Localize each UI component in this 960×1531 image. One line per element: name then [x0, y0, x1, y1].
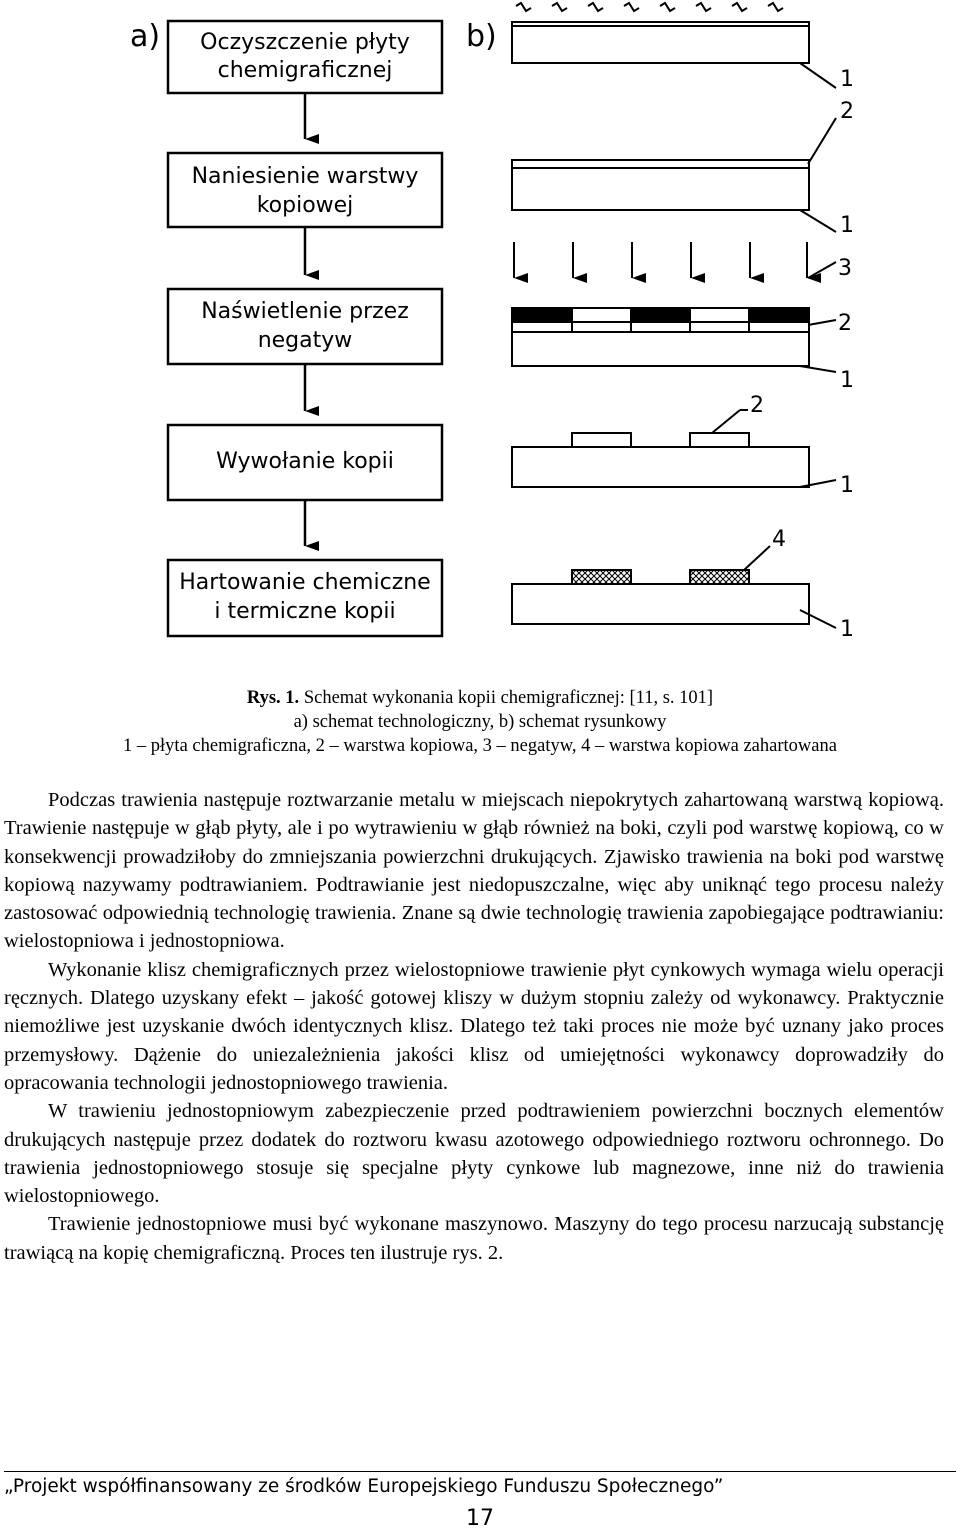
step-5-line-1: Hartowanie chemiczne: [179, 570, 431, 595]
num-1-stage-2: 1: [840, 213, 854, 238]
step-1-line-1: Oczyszczenie płyty: [200, 30, 410, 55]
paragraph-2: Wykonanie klisz chemigraficznych przez wielostopniowe trawienie płyt cynkowych wymaga wielu operacji ręcznych. Dlatego uzyskany efekt – jakość gotowej kliszy w dużym stopniu zależy od wykonawcy. Praktycznie niemożliwe jest uzyskanie dwóch identycznych klisz. Dlatego też taki proces nie może być uznany jako proces przemysłowy. Dążenie do uniezależnienia jakości klisz od umiejętności wykonawcy doprowadziły do opracowania technologii jednostopniowego trawienia.: [4, 958, 944, 1094]
process-figure: [0, 0, 960, 680]
num-4-stage-5: 4: [772, 527, 786, 552]
stage-4-plate: [512, 410, 836, 487]
stage-3-plate: [512, 308, 836, 372]
stage-1-plate: [512, 22, 836, 88]
step-2-line-2: kopiowej: [256, 193, 354, 218]
step-3-line-1: Naświetlenie przez: [201, 299, 409, 324]
caption-title: Schemat wykonania kopii chemigraficznej: [11, s. 101]: [303, 688, 714, 708]
num-2-stage-4: 2: [750, 393, 764, 418]
step-3-line-2: negatyw: [257, 328, 353, 353]
num-2-stage-3: 2: [838, 311, 852, 336]
caption-line-1: [0, 686, 960, 710]
page-number: 17: [466, 1506, 494, 1531]
num-2-stage-2: 2: [840, 99, 854, 124]
paragraph-4: Trawienie jednostopniowe musi być wykonane maszynowo. Maszyny do tego procesu narzucają substancję trawiącą na kopię chemigraficzną. Proces ten ilustruje rys. 2.: [4, 1213, 944, 1264]
panel-b-label: b): [466, 19, 497, 54]
num-1-stage-1: 1: [840, 67, 854, 92]
paragraph-1: Podczas trawienia następuje roztwarzanie metalu w miejscach niepokrytych zahartowaną warstwą kopiową. Trawienie następuje w głąb płyty, ale i po wytrawieniu w głąb również na boki, czyli pod warstwę kopiową, co w konsekwencji prowadziłoby do zmniejszania powierzchni drukujących. Zjawisko trawienia na boki pod warstwę kopiową nazywamy podtrawianiem. Podtrawianie jest niedopuszczalne, więc aby uniknąć tego procesu należy zastosować odpowiednią technologię trawienia. Znane są dwie technologię trawienia zapobiegające podtrawianiu: wielostopniowa i jednostopniowa.: [4, 789, 944, 953]
footer-text: „Projekt współfinansowany ze środków Europejskiego Funduszu Społecznego”: [4, 1476, 724, 1497]
num-3-stage-3: 3: [838, 256, 852, 281]
step-2-line-1: Naniesienie warstwy: [191, 164, 419, 189]
caption-line-2: a) schemat technologiczny, b) schemat rysunkowy: [293, 712, 667, 732]
stage-5-plate: [512, 546, 836, 628]
panel-a-label: a): [130, 19, 161, 54]
num-1-stage-3: 1: [840, 368, 854, 393]
step-1-line-2: chemigraficznej: [217, 58, 393, 83]
exposure-arrows: [514, 242, 836, 278]
body-text: [4, 786, 944, 1267]
num-1-stage-4: 1: [840, 473, 854, 498]
num-1-stage-5: 1: [840, 617, 854, 642]
footer-divider: [4, 1471, 956, 1472]
cleaning-squiggles: [516, 3, 783, 11]
stage-2-plate: [512, 118, 836, 232]
step-5-line-2: i termiczne kopii: [214, 599, 396, 624]
caption-prefix: Rys. 1.: [246, 688, 300, 708]
paragraph-3: W trawieniu jednostopniowym zabezpieczenie przed podtrawieniem powierzchni bocznych elementów drukujących następuje przez dodatek do roztworu kwasu azotowego odpowiedniego roztworu ochronnego. Do trawienia jednostopniowego stosuje się specjalne płyty cynkowe lub magnezowe, inne niż do trawienia wielostopniowego.: [4, 1100, 944, 1208]
step-4-line-1: Wywołanie kopii: [216, 449, 394, 474]
caption-line-3: 1 – płyta chemigraficzna, 2 – warstwa kopiowa, 3 – negatyw, 4 – warstwa kopiowa zahartowana: [123, 736, 837, 756]
